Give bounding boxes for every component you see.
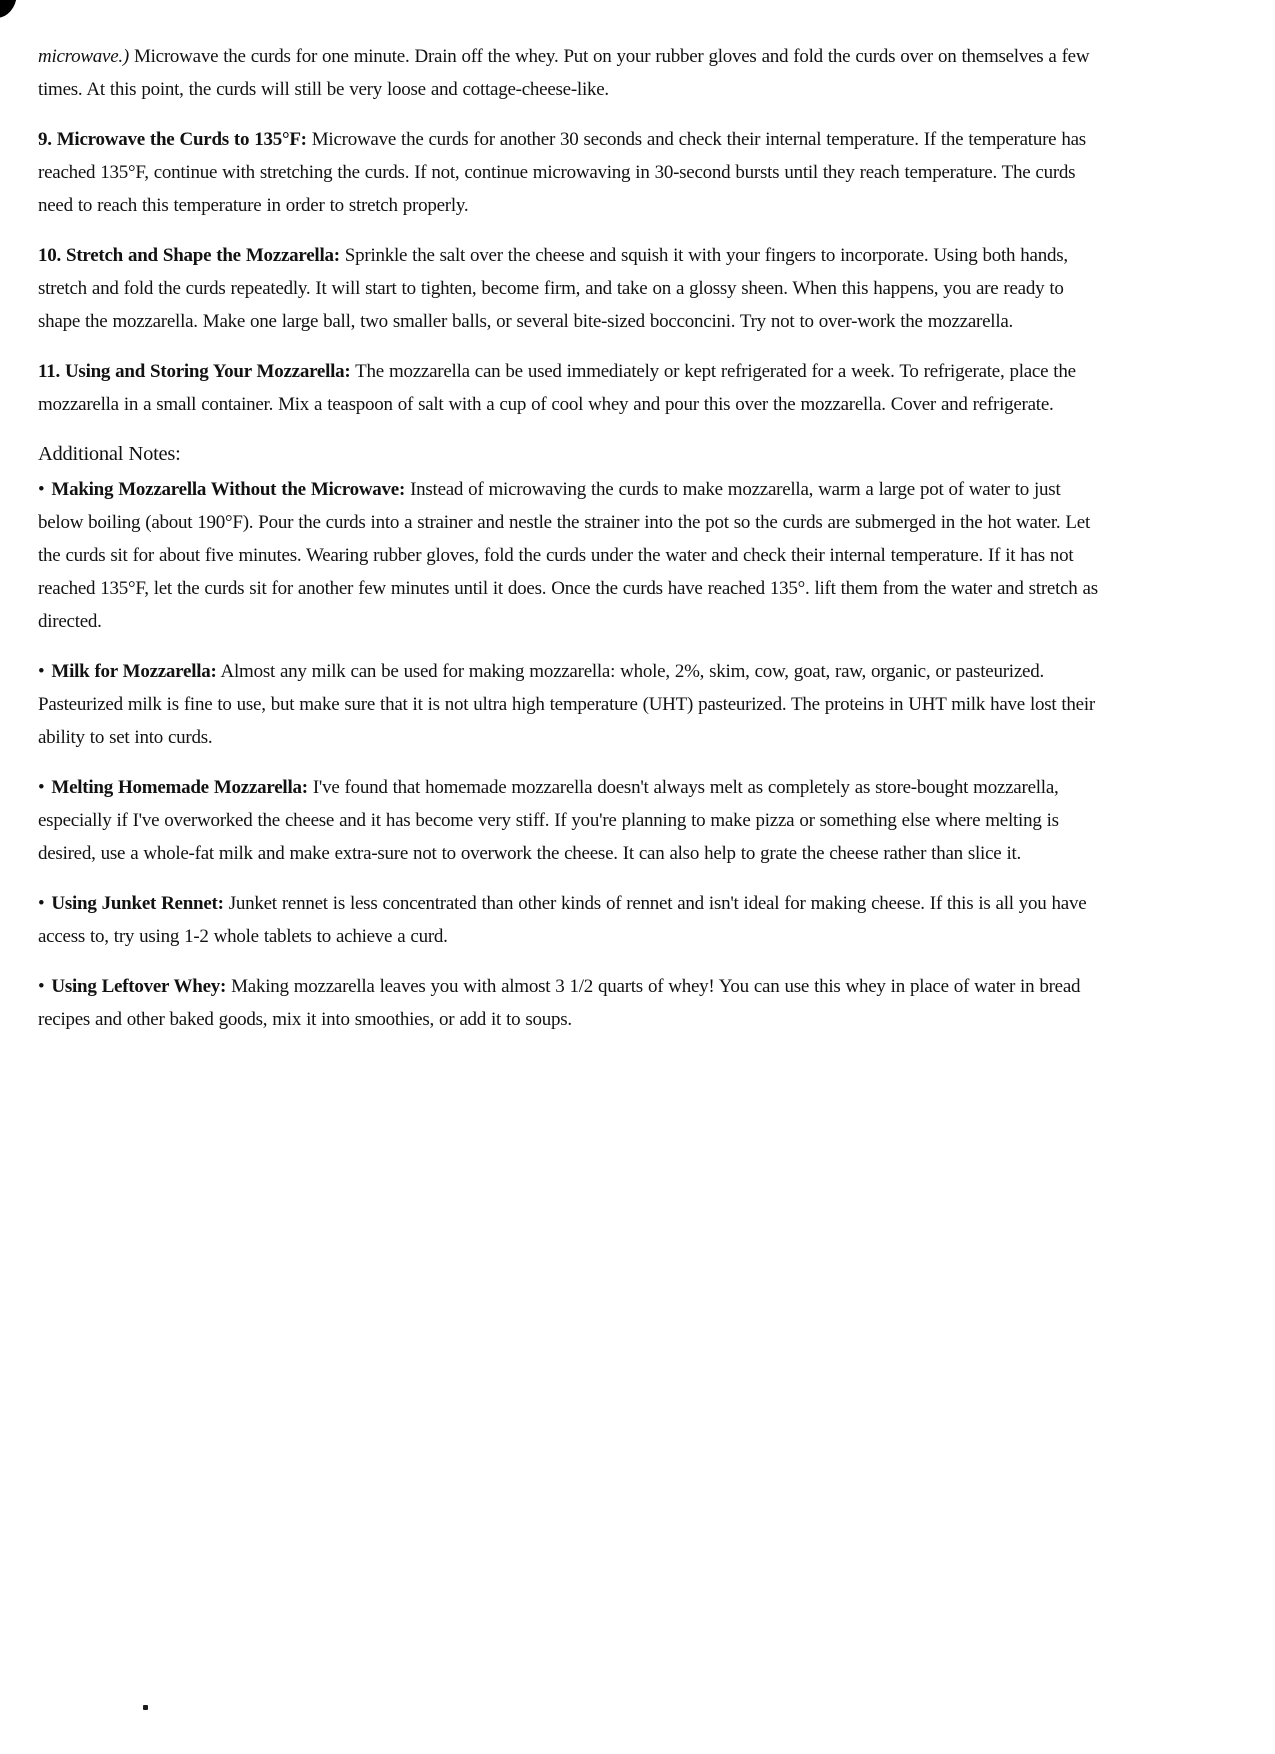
step-10-label: 10. Stretch and Shape the Mozzarella: [38, 245, 340, 266]
note-melting-body: I've found that homemade mozzarella doesn't always melt as completely as store-bought mozzarella, especially if I've overworked the cheese and it has become very stiff. If you're planning to make pizza or something else where melting is desired, use a whole-fat milk and make extra-sure not to overwork the cheese. It can also help to grate the cheese rather than slice it. [38, 777, 1059, 864]
note-milk-body: Almost any milk can be used for making mozzarella: whole, 2%, skim, cow, goat, raw, organic, or pasteurized. Pasteurized milk is fine to use, but make sure that it is not ultra high temperature (UHT) pasteurized. The proteins in UHT milk have lost their ability to set into curds. [38, 661, 1095, 748]
bullet-icon: • [38, 976, 45, 997]
note-no-microwave-label: Making Mozzarella Without the Microwave: [51, 479, 406, 500]
note-milk-label: Milk for Mozzarella: [51, 661, 217, 682]
step-9-body: Microwave the curds for another 30 seconds and check their internal temperature. If the temperature has reached 135°F, continue with stretching the curds. If not, continue microwaving in 30-second bursts until they reach temperature. The curds need to reach this temperature in order to stretch properly. [38, 129, 1086, 216]
note-no-microwave [38, 473, 1100, 638]
intro-paragraph [38, 40, 1100, 106]
document-text-block [38, 40, 1100, 1053]
note-milk [38, 655, 1100, 754]
note-no-microwave-body: Instead of microwaving the curds to make mozzarella, warm a large pot of water to just below boiling (about 190°F). Pour the curds into a strainer and nestle the strainer into the pot so the curds are submerged in the hot water. Let the curds sit for about five minutes. Wearing rubber gloves, fold the curds under the water and check their internal temperature. If it has not reached 135°F, let the curds sit for another few minutes until it does. Once the curds have reached 135°. lift them from the water and stretch as directed. [38, 479, 1098, 632]
intro-body: Microwave the curds for one minute. Drain off the whey. Put on your rubber gloves and fold the curds over on themselves a few times. At this point, the curds will still be very loose and cottage-cheese-like. [38, 46, 1090, 100]
step-11-label: 11. Using and Storing Your Mozzarella: [38, 361, 351, 382]
note-leftover-whey-label: Using Leftover Whey: [51, 976, 227, 997]
note-melting [38, 771, 1100, 870]
step-11-body: The mozzarella can be used immediately or kept refrigerated for a week. To refrigerate, place the mozzarella in a small container. Mix a teaspoon of salt with a cup of cool whey and pour this over the mozzarella. Cover and refrigerate. [38, 361, 1076, 415]
intro-italic-lead: microwave.) [38, 46, 129, 67]
note-junket-rennet-label: Using Junket Rennet: [51, 893, 224, 914]
bullet-icon: • [38, 893, 45, 914]
note-leftover-whey-body: Making mozzarella leaves you with almost 3 1/2 quarts of whey! You can use this whey in place of water in bread recipes and other baked goods, mix it into smoothies, or add it to soups. [38, 976, 1081, 1030]
step-9-paragraph [38, 123, 1100, 222]
note-junket-rennet-body: Junket rennet is less concentrated than other kinds of rennet and isn't ideal for making cheese. If this is all you have access to, try using 1-2 whole tablets to achieve a curd. [38, 893, 1087, 947]
step-9-label: 9. Microwave the Curds to 135°F: [38, 129, 307, 150]
step-11-paragraph [38, 355, 1100, 421]
stray-ink-dot [143, 1705, 148, 1710]
step-10-paragraph [38, 239, 1100, 338]
additional-notes-heading: Additional Notes: [38, 443, 181, 465]
bullet-icon: • [38, 479, 45, 500]
note-melting-label: Melting Homemade Mozzarella: [51, 777, 308, 798]
scan-ink-artifact [0, 0, 18, 21]
note-leftover-whey [38, 970, 1100, 1036]
bullet-icon: • [38, 777, 45, 798]
step-10-body: Sprinkle the salt over the cheese and squish it with your fingers to incorporate. Using both hands, stretch and fold the curds repeatedly. It will start to tighten, become firm, and take on a glossy sheen. When this happens, you are ready to shape the mozzarella. Make one large ball, two smaller balls, or several bite-sized bocconcini. Try not to over-work the mozzarella. [38, 245, 1068, 332]
bullet-icon: • [38, 661, 45, 682]
note-junket-rennet [38, 887, 1100, 953]
